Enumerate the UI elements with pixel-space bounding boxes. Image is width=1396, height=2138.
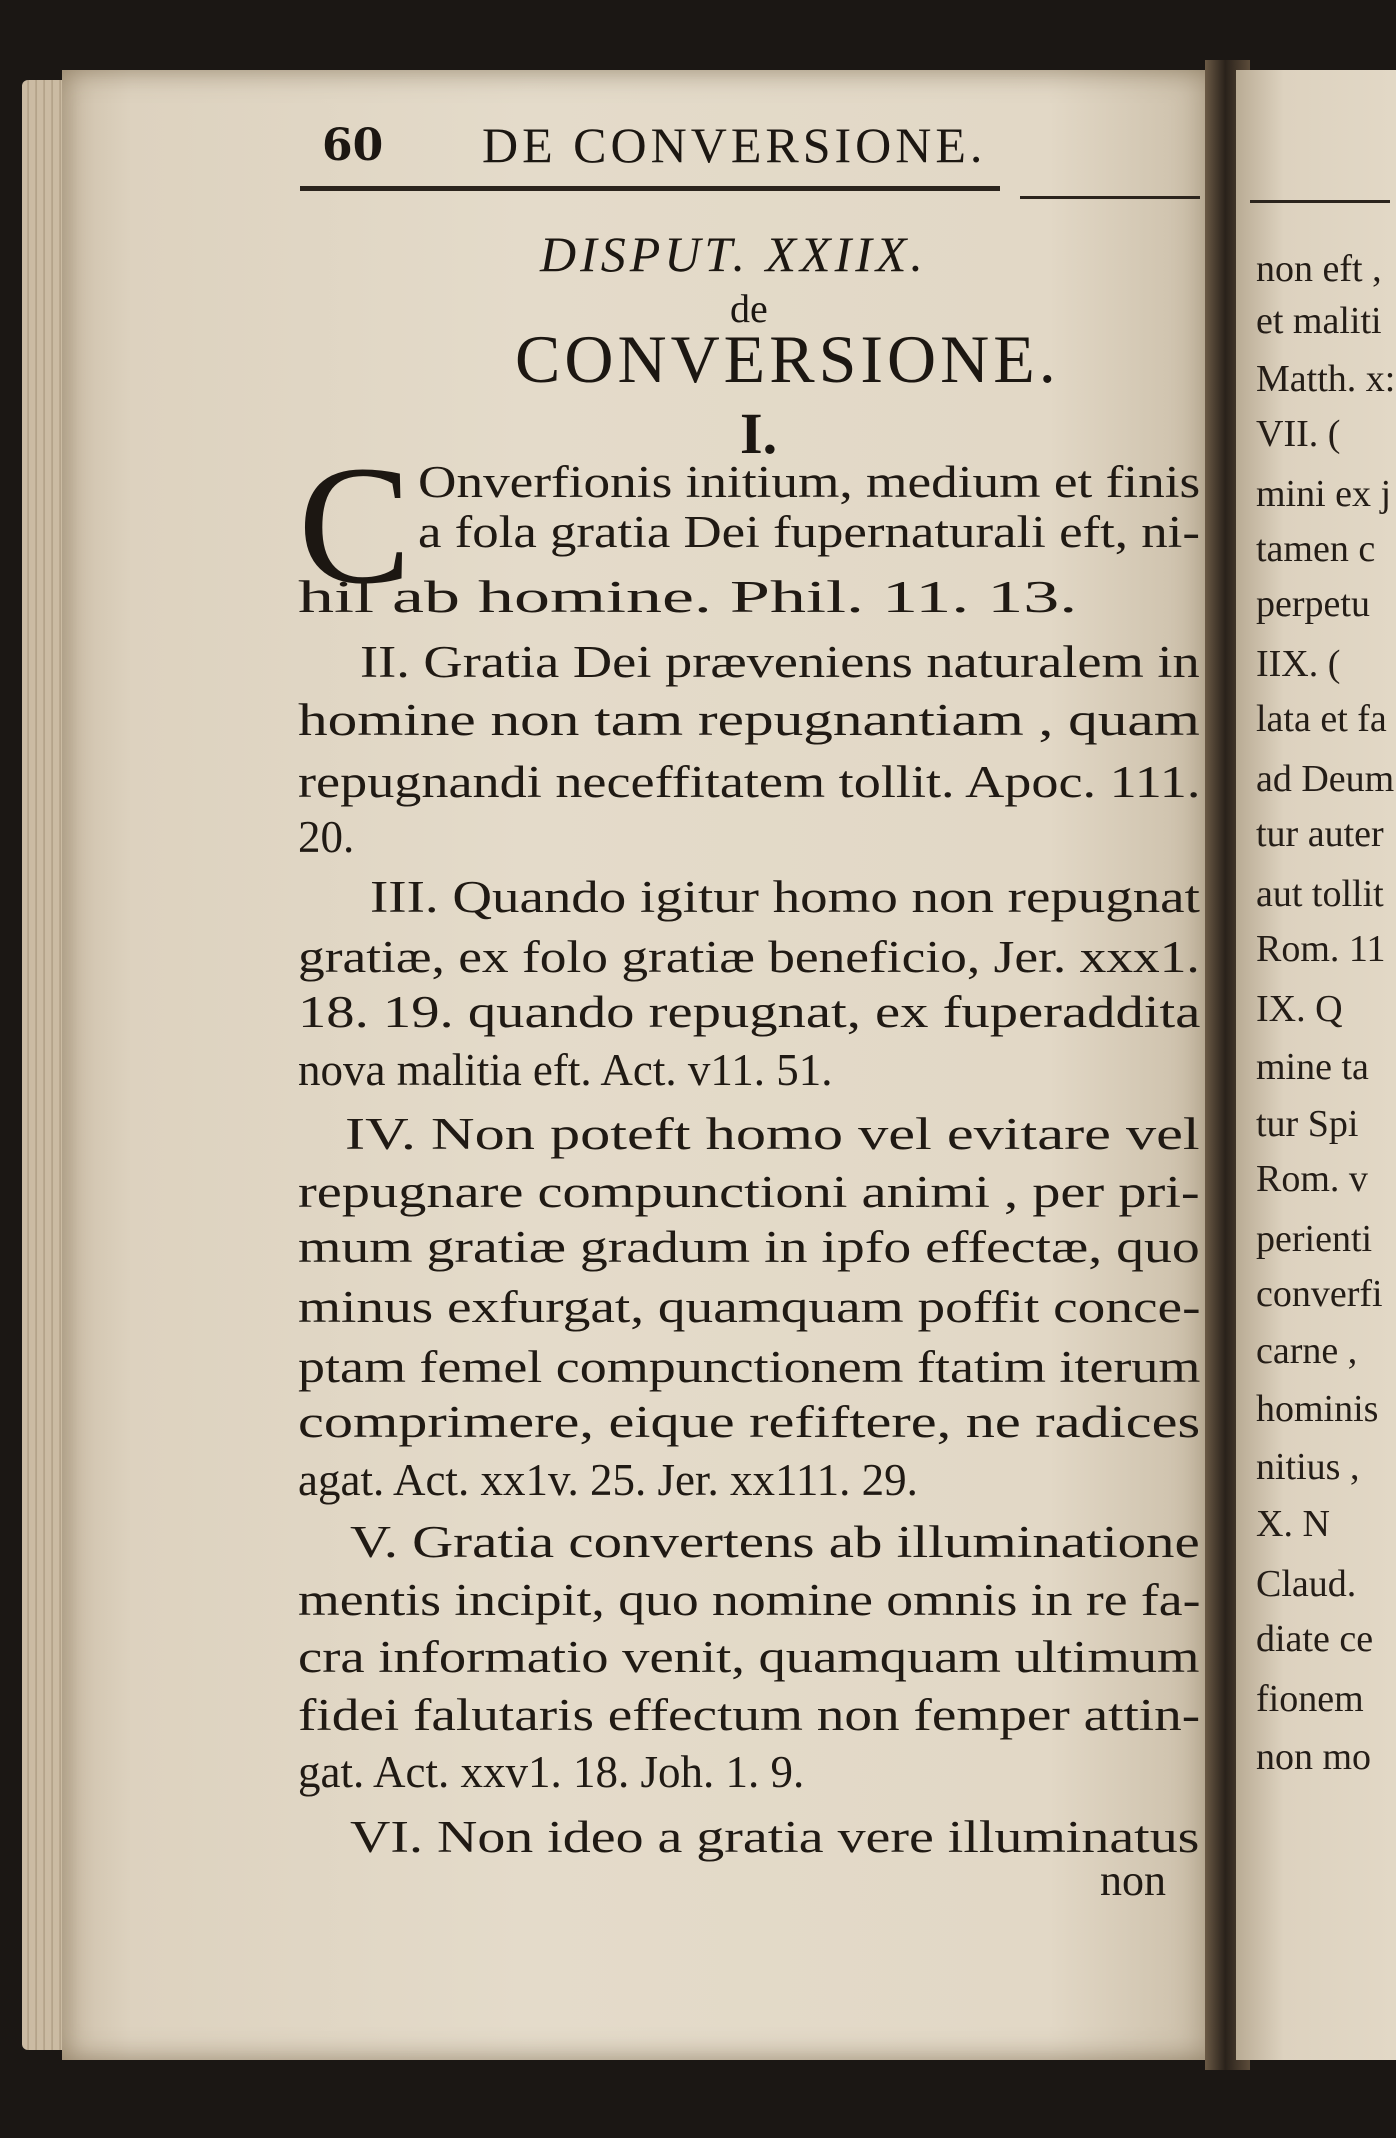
body-line: 18. 19. quando repugnat, ex fuperaddita: [298, 987, 1201, 1037]
right-page-line: lata et fa: [1256, 698, 1387, 740]
body-line: hil ab homine. Phil. 11. 13.: [298, 572, 1078, 622]
right-page-line: ad Deum: [1256, 758, 1395, 800]
right-page-line: mini ex j: [1256, 473, 1392, 515]
right-page-line: tamen c: [1256, 528, 1376, 570]
catchword: non: [1100, 1856, 1166, 1905]
right-page-line: nitius ,: [1256, 1446, 1360, 1488]
right-page-line: Rom. 11: [1256, 928, 1386, 970]
right-page-line: Matth. x:: [1256, 358, 1396, 400]
running-title: DE CONVERSIONE.: [482, 117, 987, 173]
right-page-line: non mo: [1256, 1736, 1372, 1778]
body-line: 20.: [298, 812, 355, 862]
body-line: nova malitia eft. Act. v11. 51.: [298, 1045, 833, 1095]
header-rule-short: [1020, 196, 1200, 199]
right-page-line: IIX. (: [1256, 643, 1341, 685]
right-page-line: hominis: [1256, 1388, 1379, 1430]
body-line: fidei falutaris effectum non femper attin-: [298, 1690, 1201, 1740]
body-line: ptam femel compunctionem ftatim iterum: [298, 1342, 1201, 1392]
body-line: repugnandi neceffitatem tollit. Apoc. 111.: [298, 757, 1201, 807]
drop-capital: C: [298, 431, 412, 619]
body-line: II. Gratia Dei præveniens naturalem in: [360, 637, 1200, 687]
right-page-line: fionem: [1256, 1678, 1364, 1720]
header-rule: [300, 186, 1000, 191]
right-page-line: aut tollit: [1256, 873, 1384, 915]
right-page-line: tur auter: [1256, 813, 1384, 855]
right-page-line: carne ,: [1256, 1330, 1358, 1372]
body-line: V. Gratia convertens ab illuminatione: [350, 1517, 1200, 1567]
right-page-line: IX. Q: [1256, 988, 1343, 1030]
body-line: minus exfurgat, quamquam poffit conce-: [298, 1282, 1201, 1332]
right-page-line: diate ce: [1256, 1618, 1374, 1660]
section-number: I.: [740, 401, 778, 466]
right-page-line: et maliti: [1256, 300, 1382, 342]
page-header: [300, 112, 1200, 182]
right-page-line: converfi: [1256, 1273, 1383, 1315]
right-page-line: perpetu: [1256, 583, 1370, 625]
right-page-line: mine ta: [1256, 1046, 1369, 1088]
body-line: mentis incipit, quo nomine omnis in re fa-: [298, 1575, 1201, 1625]
right-page-line: non eft ,: [1256, 248, 1382, 290]
body-line: cra informatio venit, quamquam ultimum: [298, 1632, 1200, 1682]
body-line: IV. Non poteft homo vel evitare vel: [345, 1109, 1200, 1159]
body-line: homine non tam repugnantiam , quam: [298, 695, 1200, 745]
disputation-heading: DISPUT. XXIIX.: [540, 226, 927, 282]
body-line: a fola gratia Dei fupernaturali eft, ni-: [418, 507, 1200, 557]
chapter-title: CONVERSIONE.: [515, 321, 1060, 397]
right-page: [1236, 70, 1396, 2060]
body-line: gat. Act. xxv1. 18. Joh. 1. 9.: [298, 1747, 805, 1797]
right-page-line: Claud.: [1256, 1563, 1357, 1605]
right-page-line: X. N: [1256, 1503, 1330, 1545]
right-page-line: perienti: [1256, 1218, 1373, 1260]
body-line: mum gratiæ gradum in ipfo effectæ, quo: [298, 1222, 1200, 1272]
body-line: comprimere, eique refiftere, ne radices: [298, 1397, 1201, 1447]
right-page-line: tur Spi: [1256, 1103, 1359, 1145]
body-line: gratiæ, ex folo gratiæ beneficio, Jer. xxx1.: [298, 932, 1200, 982]
right-page-line: VII. (: [1256, 413, 1341, 455]
right-page-rule: [1250, 200, 1390, 203]
body-line: repugnare compunctioni animi , per pri-: [298, 1167, 1200, 1217]
right-page-line: Rom. v: [1256, 1158, 1368, 1200]
body-line: III. Quando igitur homo non repugnat: [370, 872, 1200, 922]
body-line: VI. Non ideo a gratia vere illuminatus: [350, 1812, 1200, 1862]
body-line: agat. Act. xx1v. 25. Jer. xx111. 29.: [298, 1455, 918, 1505]
page-number: 60: [322, 120, 384, 171]
heading-de: de: [730, 286, 768, 331]
body-line: Onverfionis initium, medium et finis: [418, 457, 1201, 507]
